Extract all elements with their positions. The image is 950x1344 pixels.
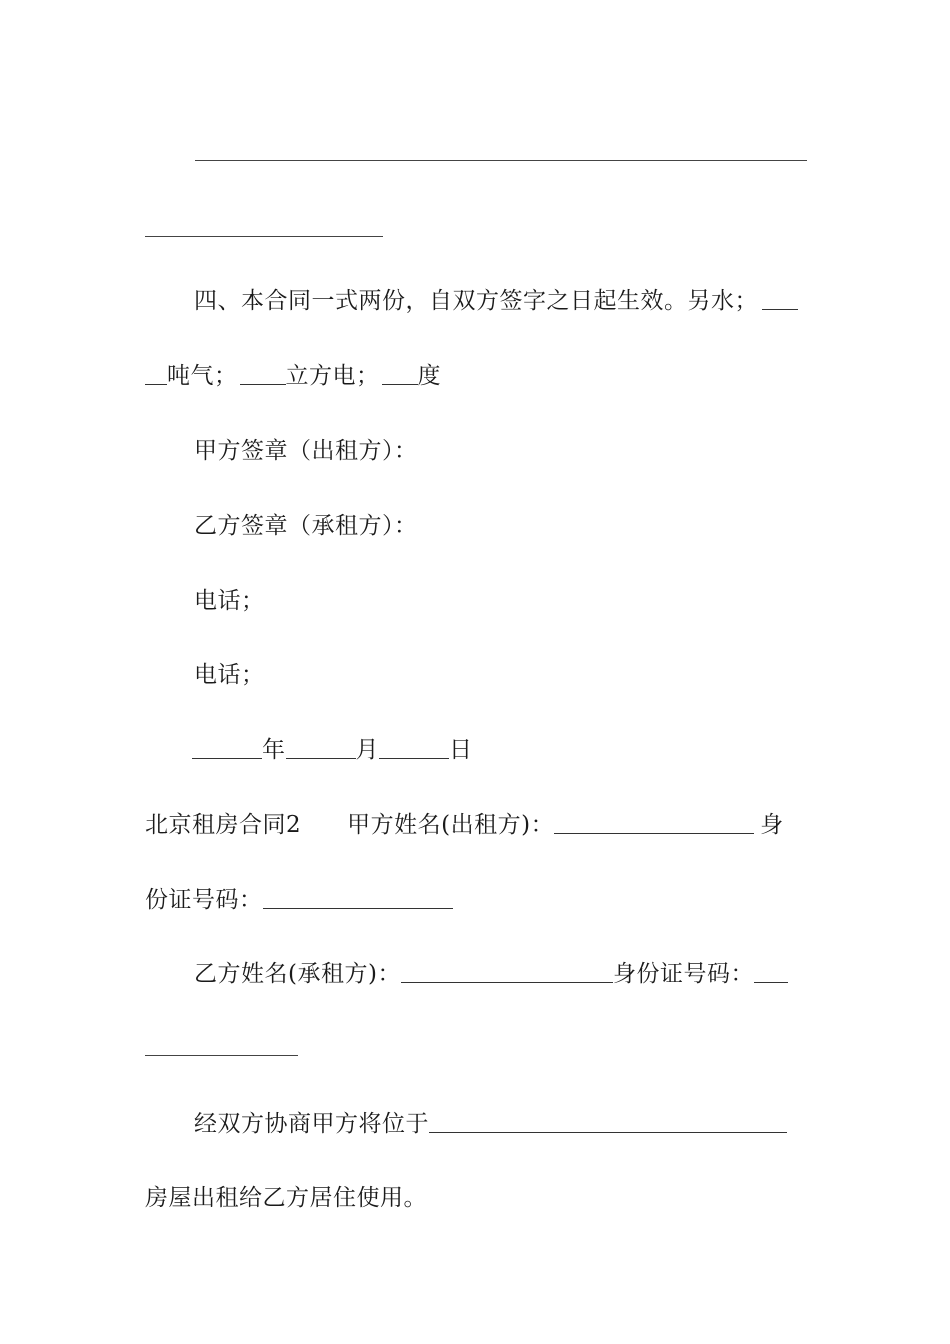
blank-day	[379, 736, 449, 759]
blank-year	[192, 736, 262, 759]
phone-1: 电话；	[194, 588, 265, 614]
blank-location	[429, 1110, 787, 1133]
party-b-info: 乙方姓名(承租方)： 身份证号码：	[194, 959, 788, 989]
blank-water-cont	[145, 362, 167, 385]
blank-party-b-name	[401, 960, 613, 983]
clause-4	[194, 286, 798, 316]
party-b-signature: 乙方签章（承租方）：	[194, 513, 418, 539]
party-a-signature: 甲方签章（出租方）：	[194, 438, 418, 464]
location-clause: 经双方协商甲方将位于	[194, 1109, 787, 1139]
date-line: 年 月 日	[192, 735, 473, 765]
blank-electricity	[382, 362, 418, 385]
blank-water	[762, 287, 798, 310]
blank-month	[286, 736, 356, 759]
blank-party-b-id-cont	[145, 1055, 298, 1056]
blank-party-a-name	[554, 811, 754, 834]
clause-4-continued: 吨气； 立方电； 度	[145, 361, 441, 391]
contract-2-title: 北京租房合同2	[145, 812, 302, 838]
blank-gas	[240, 362, 286, 385]
blank-party-a-id	[263, 886, 453, 909]
blank-line-top-cont	[145, 236, 383, 237]
blank-line-top	[195, 160, 807, 161]
party-a-id: 份证号码：	[145, 885, 453, 915]
contract-2-heading: 北京租房合同2 甲方姓名(出租方)： 身	[145, 812, 784, 838]
rental-clause: 房屋出租给乙方居住使用。	[145, 1185, 427, 1211]
blank-party-b-id	[754, 960, 788, 983]
clause-4-text: 四、本合同一式两份，自双方签字之日起生效。另水；	[194, 288, 758, 314]
phone-2: 电话；	[194, 662, 265, 688]
